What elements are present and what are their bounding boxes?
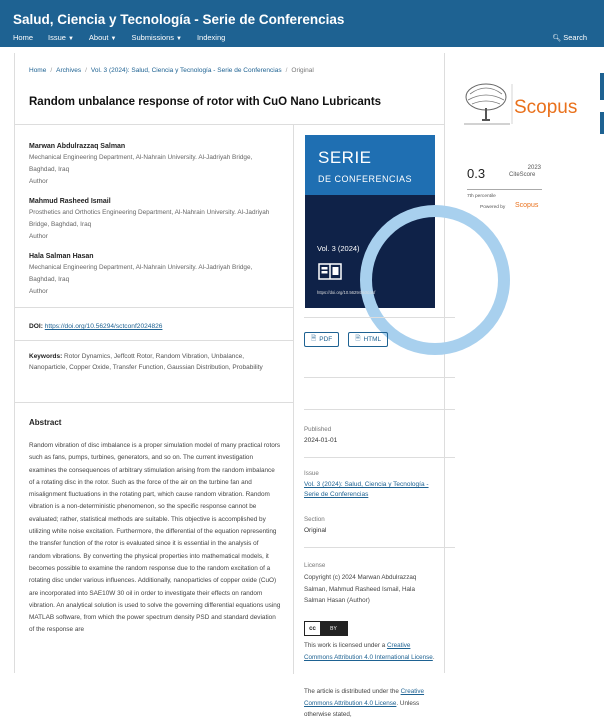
breadcrumb-separator: / [85, 67, 87, 74]
breadcrumb [29, 67, 314, 74]
powered-by-scopus[interactable]: Scopus [515, 202, 539, 209]
author-entry [29, 196, 281, 242]
nav-issue-label: Issue [48, 33, 66, 42]
citescore-divider [467, 189, 542, 190]
cover-book-icon [318, 263, 342, 280]
powered-by-label: Powered by [480, 205, 506, 210]
pdf-button[interactable] [304, 332, 339, 347]
divider [304, 377, 455, 378]
cc-by-badge[interactable] [304, 621, 348, 636]
author-entry [29, 251, 281, 297]
author-name: Hala Salman Hasan [29, 253, 94, 260]
nav-home[interactable] [13, 33, 33, 42]
search-icon: 🔍︎ [552, 35, 562, 42]
issue-cover-image[interactable] [305, 135, 435, 308]
author-role: Author [29, 288, 48, 295]
author-name: Marwan Abdulrazzaq Salman [29, 143, 126, 150]
site-header [0, 0, 604, 47]
pdf-button-label: PDF [319, 336, 333, 343]
chevron-down-icon: ▼ [67, 36, 74, 42]
published-label: Published [304, 426, 332, 433]
cc-icon: cc [309, 625, 316, 632]
cover-subtitle: DE CONFERENCIAS [318, 174, 413, 184]
nav-about-label: About [88, 33, 109, 42]
breadcrumb-separator: / [285, 67, 288, 74]
authors-list [29, 141, 281, 306]
divider [15, 124, 444, 125]
author-affiliation: Mechanical Engineering Department, Al-Nahrain University. Al-Jadriyah Bridge, Baghdad, Iraq [29, 154, 253, 173]
cover-volume: Vol. 3 (2024) [317, 244, 360, 253]
breadcrumb-home[interactable]: Home [29, 67, 47, 74]
divider [15, 307, 293, 308]
abstract-heading: Abstract [29, 418, 62, 427]
breadcrumb-separator: / [50, 67, 53, 74]
citescore-year: 2023 [527, 165, 541, 171]
main-nav [13, 33, 240, 42]
html-button[interactable] [348, 332, 388, 347]
divider [304, 547, 455, 548]
divider [304, 317, 455, 318]
chevron-down-icon: ▼ [176, 36, 182, 42]
file-html-icon: 🗎︎ [355, 335, 361, 342]
article-title: Random unbalance response of rotor with CuO Nano Lubricants [29, 96, 382, 108]
nav-submissions[interactable] [131, 33, 181, 42]
galley-links [304, 332, 397, 347]
search-label: Search [563, 33, 587, 42]
license-link[interactable]: Creative Commons Attribution 4.0 International License [304, 642, 433, 661]
site-title[interactable]: Salud, Ciencia y Tecnología - Serie de Conferencias [13, 12, 345, 27]
edge-widget[interactable] [600, 73, 604, 100]
scopus-logo-text[interactable]: Scopus [514, 97, 578, 118]
section-value: Original [304, 527, 327, 534]
distribution-license-link[interactable]: Creative Commons Attribution 4.0 License [304, 688, 425, 707]
divider [304, 457, 455, 458]
copyright-text: Copyright (c) 2024 Marwan Abdulrazzaq Salman, Mahmud Rasheed Ismail, Hala Salman Hasan (Author) [304, 574, 417, 604]
keywords-value: Rotor Dynamics, Jeffcott Rotor, Random Vibration, Unbalance, Nanoparticle, Copper Oxide, Transfer Function, Gaussian Distribution, Probability [29, 353, 263, 371]
cover-title: SERIE [318, 148, 372, 167]
nav-home-label: Home [13, 33, 34, 42]
citescore-label: CiteScore [509, 172, 536, 178]
html-button-label: HTML [363, 336, 382, 343]
nav-indexing[interactable] [197, 33, 225, 42]
license-statement: This work is licensed under a Creative Commons Attribution 4.0 International License. [304, 642, 435, 661]
divider [15, 402, 293, 403]
citescore-percentile: 7th percentile [467, 194, 496, 199]
issue-label: Issue [304, 470, 319, 477]
file-pdf-icon: 🗎︎ [311, 335, 317, 342]
by-icon: BY [320, 622, 347, 635]
breadcrumb-issue[interactable]: Vol. 3 (2024): Salud, Ciencia y Tecnología - Serie de Conferencias [90, 67, 282, 74]
abstract-text: Random vibration of disc imbalance is a proper simulation model of many practical rotors such as fans, pumps, turbines, generators, and so on. The current investigation examines the consequences of arbitrary stimulation arising from the random imbalance of a rotating disc in the rotor. Such as the force of the air on the turbine fan and misalignment fluctuations in the rotating part, which cause random vibration. Random vibration is a non-deterministic phenomenon, so the specific response cannot be evaluated; rather, statistical methods are suitable. This objective is accomplished by utilizing white noise excitation. Furthermore, the differential of the equation representing the transfer function of the rotor is evaluated since it is essential in the analysis of random vibrations. By converting the physical properties into mathematical models, it becomes possible to examine the random response due to the random excitation of a rotating disc under various influences. Additionally, nanoparticles of copper oxide (CuO) are incorporated into SAE10W 30 oil in order to investigate their effects on random vibration. An analytical solution is used to solve the governing differential equations using MATLAB software, from which the power spectrum density PSD and standard deviation of the response are [29, 442, 281, 634]
published-date: 2024-01-01 [304, 437, 338, 444]
search-link[interactable] [552, 33, 587, 42]
edge-widget[interactable] [600, 112, 604, 134]
author-name: Mahmud Rasheed Ismail [29, 198, 111, 205]
author-affiliation: Mechanical Engineering Department, Al-Nahrain University. Al-Jadriyah Bridge, Baghdad, Iraq [29, 264, 253, 283]
divider [15, 340, 293, 341]
author-role: Author [29, 233, 48, 240]
nav-indexing-label: Indexing [196, 33, 226, 42]
chevron-down-icon: ▼ [110, 36, 117, 42]
doi-label: DOI: [29, 323, 43, 330]
main-content [14, 53, 445, 718]
distributed-prefix: The article is distributed under the [304, 688, 401, 695]
issue-link[interactable]: Vol. 3 (2024): Salud, Ciencia y Tecnología - Serie de Conferencias [304, 481, 429, 498]
breadcrumb-current: Original [291, 67, 314, 74]
distributed-suffix: . Unless otherwise stated, [304, 699, 420, 718]
distribution-statement [304, 686, 436, 721]
nav-issue[interactable] [48, 33, 74, 42]
keywords-label: Keywords: [29, 353, 63, 360]
citescore-value: 0.3 [467, 166, 486, 181]
column-divider [293, 124, 294, 674]
divider [304, 409, 455, 410]
section-label: Section [304, 516, 325, 523]
license-prefix: This work is licensed under a [304, 642, 387, 649]
license-label: License [304, 562, 326, 569]
author-affiliation: Prosthetics and Orthotics Engineering Department, Al-Nahrain University. Al-Jadriyah Bridge, Baghdad, Iraq [29, 209, 270, 228]
keywords [29, 352, 279, 373]
breadcrumb-archives[interactable]: Archives [56, 67, 82, 74]
author-role: Author [29, 178, 48, 185]
author-entry [29, 141, 281, 187]
nav-about[interactable] [89, 33, 117, 42]
doi-link[interactable]: https://doi.org/10.56294/sctconf2024826 [44, 323, 163, 330]
doi-line [29, 323, 162, 330]
nav-submissions-label: Submissions [131, 33, 174, 42]
cover-url: https://doi.org/10.56294/sctconf [317, 290, 376, 295]
